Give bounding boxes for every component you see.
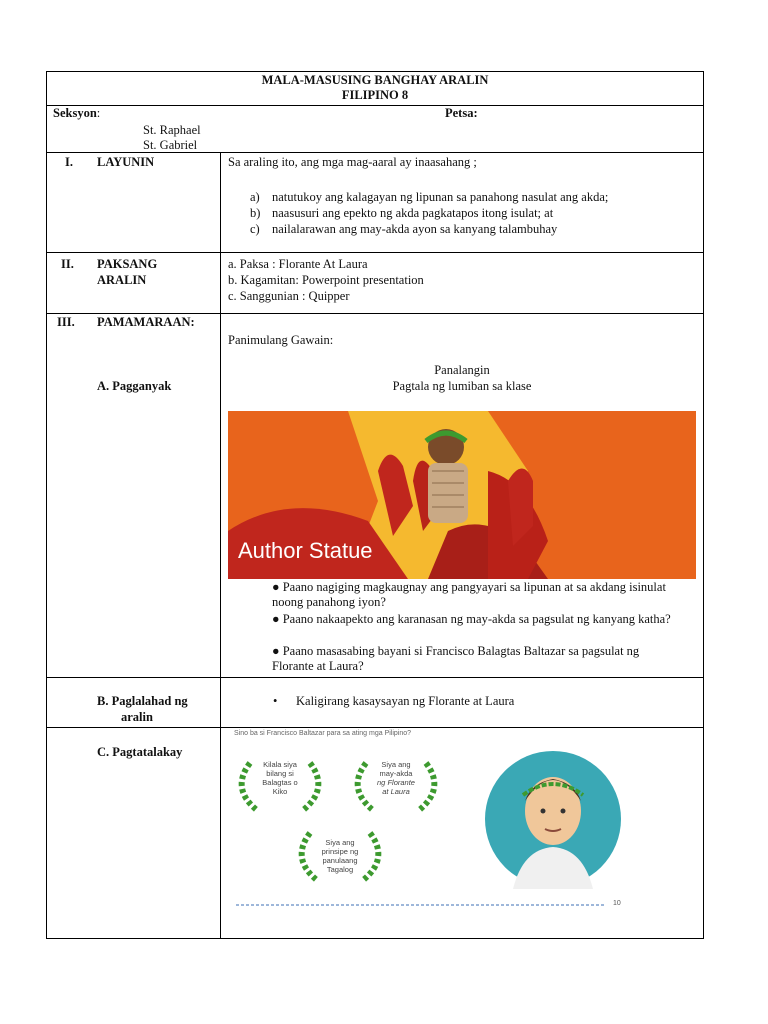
row-divider	[47, 313, 703, 314]
pamamaraan-number: III.	[57, 315, 75, 329]
panalangin: Panalangin	[434, 363, 490, 377]
wreath-text-1: Kilala siya bilang si Balagtas o Kiko	[262, 760, 298, 796]
section-name: St. Gabriel	[143, 138, 198, 152]
kagamitan-item: b. Kagamitan: Powerpoint presentation	[228, 273, 424, 287]
panimulang-gawain: Panimulang Gawain:	[228, 333, 334, 347]
objective-marker: a)	[250, 190, 260, 204]
sanggunian-item: c. Sanggunian : Quipper	[228, 289, 350, 303]
objective-text: nailalarawan ang may-akda ayon sa kanyang talambuhay	[272, 222, 558, 236]
wreath-text-3: Siya ang prinsipe ng panulaang Tagalog	[321, 838, 359, 874]
objective-text: natutukoy ang kalagayan ng lipunan sa panahong nasulat ang akda;	[272, 190, 609, 204]
document-subtitle: FILIPINO 8	[341, 88, 409, 102]
paglalahad-item: Kaligirang kasaysayan ng Florante at Laura	[296, 694, 515, 708]
paksa-item: a. Paksa : Florante At Laura	[228, 257, 368, 271]
paksang-label: ARALIN	[97, 273, 147, 287]
lesson-plan-table	[46, 71, 704, 939]
layunin-number: I.	[65, 155, 73, 169]
pagganyak-label: A. Pagganyak	[97, 379, 172, 393]
document-title: MALA-MASUSING BANGHAY ARALIN	[261, 73, 489, 87]
row-divider	[47, 252, 703, 253]
pagtatalakay-label: C. Pagtatalakay	[97, 745, 183, 759]
column-divider	[220, 152, 221, 938]
paglalahad-label: aralin	[121, 710, 153, 724]
guide-question: ● Paano nakaapekto ang karanasan ng may-akda sa pagsulat ng kanyang katha?	[272, 612, 671, 626]
section-name: St. Raphael	[143, 123, 201, 137]
petsa-label: Petsa:	[445, 106, 478, 120]
guide-question: ● Paano nagiging magkaugnay ang pangyayari sa lipunan at sa akdang isinulat noong panahong iyon?	[272, 580, 666, 609]
author-statue-image	[228, 411, 696, 579]
row-divider	[47, 727, 703, 728]
balagtas-portrait	[483, 749, 623, 889]
layunin-label: LAYUNIN	[97, 155, 155, 169]
slide-question: Sino ba si Francisco Baltazar para sa ating mga Pilipino?	[234, 730, 412, 737]
row-divider	[47, 105, 703, 106]
row-divider	[47, 677, 703, 678]
objective-marker: c)	[250, 222, 260, 236]
guide-question: ● Paano masasabing bayani si Francisco Balagtas Baltazar sa pagsulat ng Florante at Laura?	[272, 644, 640, 673]
paksang-label: PAKSANG	[97, 257, 158, 271]
pamamaraan-label: PAMAMARAAN:	[97, 315, 195, 329]
objective-text: naasusuri ang epekto ng akda pagkatapos itong isulat; at	[272, 206, 554, 220]
paglalahad-bullet: •	[273, 694, 278, 708]
seksyon-label: Seksyon:	[53, 106, 101, 120]
objective-marker: b)	[250, 206, 261, 220]
layunin-intro: Sa araling ito, ang mga mag-aaral ay inaasahang ;	[228, 155, 477, 169]
paksang-number: II.	[61, 257, 74, 271]
slide-page-number: 10	[613, 900, 621, 907]
wreath-text-2: Siya ang may-akda ng Florante at Laura	[377, 760, 415, 796]
image-caption: Author Statue	[238, 538, 373, 563]
balagtas-slide	[228, 729, 632, 915]
pagtala-text: Pagtala ng lumiban sa klase	[392, 379, 532, 393]
paglalahad-label: B. Paglalahad ng	[97, 694, 188, 708]
